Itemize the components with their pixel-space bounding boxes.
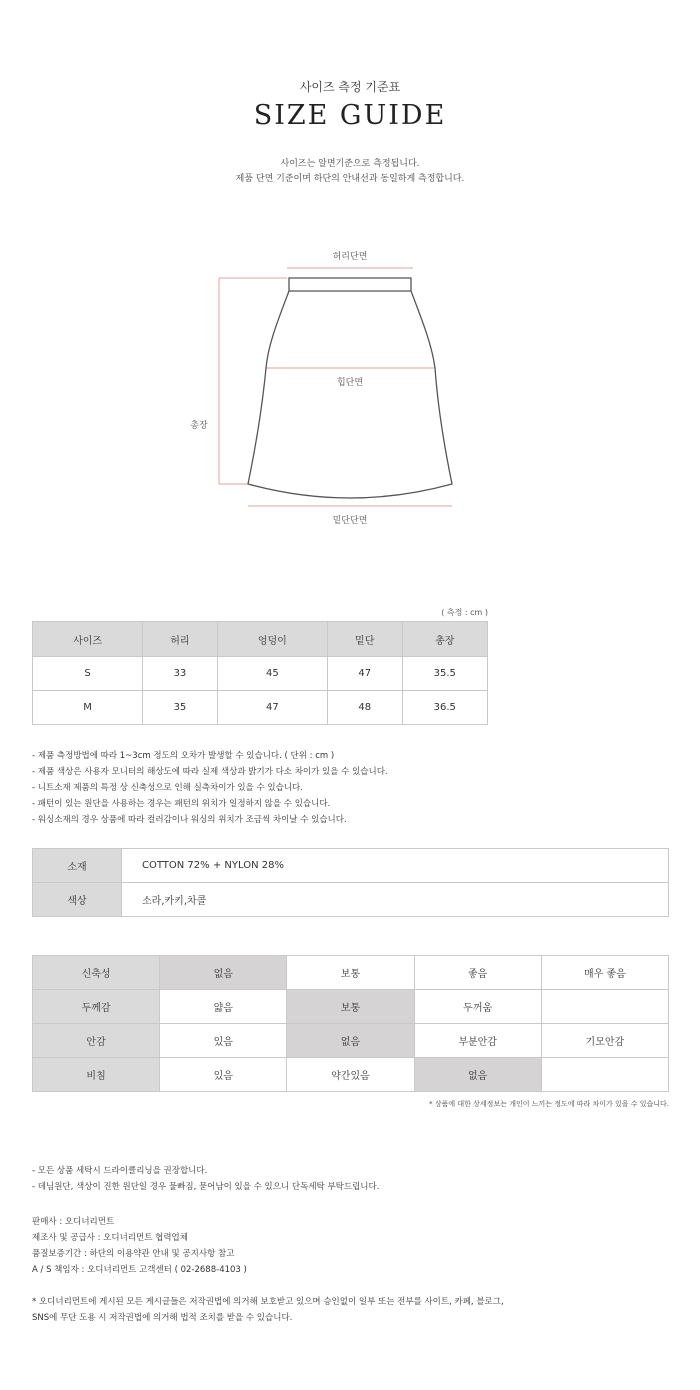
properties-footnote: * 상품에 대한 상세정보는 개인이 느끼는 정도에 따라 차이가 있을 수 있습니다. (429, 1100, 669, 1108)
property-option (541, 990, 668, 1024)
hip-label: 힙단면 (336, 378, 364, 388)
properties-table (32, 955, 669, 1092)
property-label: 두께감 (33, 990, 160, 1024)
table-cell: S (33, 657, 143, 691)
company-line: A / S 책임자 : 오디너리먼트 고객센터 ( 02-2688-4103 ) (32, 1265, 247, 1275)
table-row (33, 849, 669, 883)
table-row (33, 990, 669, 1024)
note-line: - 패턴이 있는 원단을 사용하는 경우는 패턴의 위치가 일정하지 않을 수 있습니다. (32, 799, 331, 809)
table-cell: 47 (327, 657, 402, 691)
table-cell: 33 (143, 657, 218, 691)
care-line: - 모든 상품 세탁시 드라이클리닝을 권장합니다. (32, 1166, 208, 1176)
property-option: 부분안감 (414, 1024, 541, 1058)
guide-subtitle: 사이즈 측정 기준표 (299, 80, 401, 94)
color-value: 소라,카키,차콜 (122, 883, 669, 917)
property-option: 있음 (160, 1058, 287, 1092)
copyright-notice (32, 1294, 672, 1326)
note-line: - 워싱소재의 경우 상품에 따라 컬러감이나 워싱의 위치가 조금씩 차이날 수 있습니다. (32, 815, 347, 825)
property-option: 보통 (287, 956, 414, 990)
column-header: 사이즈 (33, 622, 143, 657)
length-label: 총장 (190, 421, 208, 431)
property-option-selected: 없음 (414, 1058, 541, 1092)
table-row (33, 657, 488, 691)
hem-label: 밑단단면 (332, 516, 368, 526)
note-line: - 니트소재 제품의 특정 상 신축성으로 인해 실측차이가 있을 수 있습니다. (32, 783, 303, 793)
property-option-selected: 없음 (287, 1024, 414, 1058)
company-line: 판매사 : 오디너리먼트 (32, 1217, 115, 1227)
table-header-row (33, 622, 488, 657)
column-header: 밑단 (327, 622, 402, 657)
table-cell: 45 (217, 657, 327, 691)
property-option-selected: 없음 (160, 956, 287, 990)
property-option: 매우 좋음 (541, 956, 668, 990)
description-line: 사이즈는 알면기준으로 측정됩니다. (280, 159, 420, 169)
note-line: - 제품 색상은 사용자 모니터의 해상도에 따라 실제 색상과 밝기가 다소 차이가 있을 수 있습니다. (32, 767, 388, 777)
table-cell: 48 (327, 691, 402, 725)
waist-label: 허리단면 (332, 252, 368, 262)
column-header: 엉덩이 (217, 622, 327, 657)
property-option (541, 1058, 668, 1092)
skirt-waistband (289, 278, 411, 291)
size-table (32, 621, 488, 725)
company-line: 품질보증기간 : 하단의 이용약관 안내 및 공지사항 참고 (32, 1249, 235, 1259)
table-cell: 36.5 (402, 691, 487, 725)
table-cell: 35 (143, 691, 218, 725)
property-option: 두꺼움 (414, 990, 541, 1024)
unit-note: ( 측정 : cm ) (441, 608, 488, 617)
property-option: 기모안감 (541, 1024, 668, 1058)
skirt-diagram (0, 0, 700, 540)
color-label: 색상 (33, 883, 122, 917)
page-title: SIZE GUIDE (253, 100, 447, 131)
table-cell: 47 (217, 691, 327, 725)
property-option: 좋음 (414, 956, 541, 990)
company-line: 제조사 및 공급사 : 오디너리먼트 협력업체 (32, 1233, 188, 1243)
material-table (32, 848, 669, 917)
property-option-selected: 보통 (287, 990, 414, 1024)
note-line: - 제품 측정방법에 따라 1~3cm 정도의 오차가 발생할 수 있습니다. ( 단위 : cm ) (32, 751, 335, 761)
care-notes (32, 1163, 672, 1195)
property-label: 비침 (33, 1058, 160, 1092)
column-header: 총장 (402, 622, 487, 657)
material-value: COTTON 72% + NYLON 28% (122, 849, 669, 883)
table-cell: 35.5 (402, 657, 487, 691)
copyright-line: SNS에 무단 도용 시 저작권법에 의거해 법적 조치를 받을 수 있습니다. (32, 1313, 293, 1323)
care-line: - 데님원단, 색상이 진한 원단일 경우 물빠짐, 묻어남이 있을 수 있으니 단독세탁 부탁드립니다. (32, 1182, 380, 1192)
skirt-outline (248, 291, 452, 498)
property-option: 얇음 (160, 990, 287, 1024)
description-line: 제품 단면 기준이며 하단의 안내선과 동일하게 측정합니다. (235, 174, 465, 184)
property-option: 있음 (160, 1024, 287, 1058)
table-row (33, 691, 488, 725)
column-header: 허리 (143, 622, 218, 657)
property-label: 안감 (33, 1024, 160, 1058)
table-cell: M (33, 691, 143, 725)
material-label: 소재 (33, 849, 122, 883)
table-row (33, 1024, 669, 1058)
table-row (33, 883, 669, 917)
property-label: 신축성 (33, 956, 160, 990)
property-option: 약간있음 (287, 1058, 414, 1092)
company-info (32, 1214, 672, 1278)
table-row (33, 1058, 669, 1092)
table-row (33, 956, 669, 990)
copyright-line: * 오디너리먼트에 게시된 모든 게시글들은 저작권법에 의거해 보호받고 있으며 승인없이 일부 또는 전부를 사이트, 카페, 블로그, (32, 1297, 504, 1307)
measurement-notes (32, 748, 672, 828)
